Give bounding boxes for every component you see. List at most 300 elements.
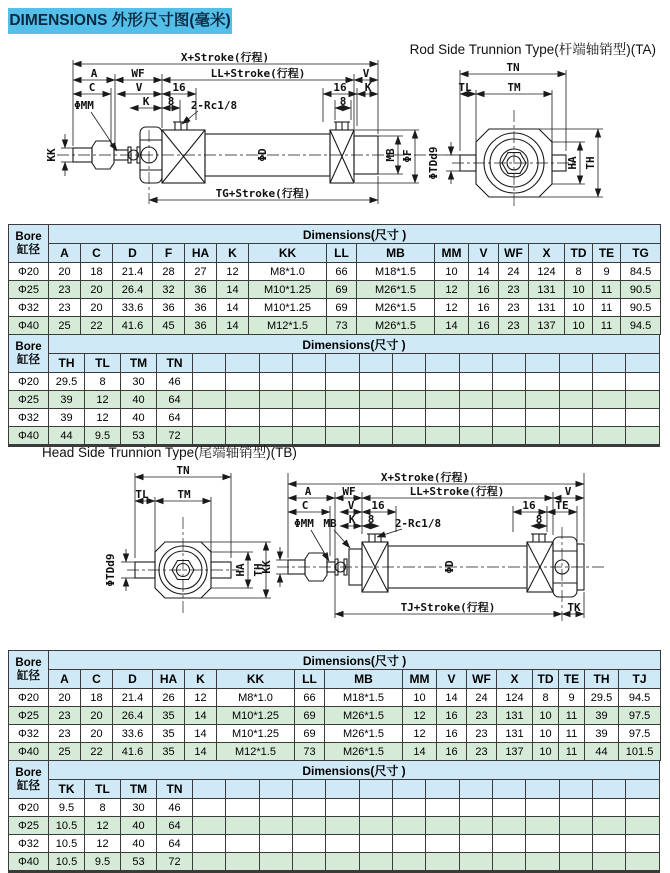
- value-cell: 10: [435, 263, 469, 281]
- value-cell: 14: [403, 743, 437, 761]
- value-cell: 14: [185, 707, 217, 725]
- value-cell: 14: [469, 263, 499, 281]
- empty-header-cell: [493, 354, 526, 373]
- empty-cell: [293, 373, 326, 391]
- dimensions-header: Dimensions(尺寸 ): [49, 651, 661, 670]
- value-cell: 10: [565, 299, 593, 317]
- value-cell: 12: [435, 281, 469, 299]
- value-cell: 41.6: [113, 317, 153, 335]
- value-cell: 10: [533, 725, 559, 743]
- dim-label-phi-d: ΦD: [443, 560, 456, 574]
- dim-label-tg-stroke: TG+Stroke(行程): [215, 187, 311, 200]
- ta-sub-table: [8, 334, 660, 445]
- bore-header-cn: 缸径: [17, 353, 40, 366]
- empty-cell: [526, 835, 559, 853]
- empty-header-cell: [626, 780, 660, 799]
- bore-header-en: Bore: [15, 341, 42, 354]
- value-cell: 35: [153, 743, 185, 761]
- empty-cell: [259, 799, 292, 817]
- bore-cell: Φ40: [9, 743, 49, 761]
- dim-label-ll-stroke: LL+Stroke(行程): [409, 485, 505, 498]
- value-cell: 14: [217, 299, 249, 317]
- empty-cell: [393, 835, 426, 853]
- empty-header-cell: [626, 354, 660, 373]
- value-cell: 32: [153, 281, 185, 299]
- value-cell: 29.5: [585, 689, 619, 707]
- bore-cell: Φ20: [9, 799, 49, 817]
- value-cell: 20: [49, 689, 81, 707]
- value-cell: 10: [565, 317, 593, 335]
- value-cell: 21.4: [113, 263, 153, 281]
- empty-header-cell: [559, 354, 592, 373]
- dim-label-16-left: 16: [371, 499, 385, 512]
- value-cell: 29.5: [49, 373, 85, 391]
- dim-label-c: C: [301, 499, 309, 512]
- dim-label-16-right: 16: [522, 499, 536, 512]
- value-cell: 14: [437, 689, 467, 707]
- bore-header-en: Bore: [15, 767, 42, 780]
- dim-label-te: TE: [555, 499, 569, 512]
- value-cell: 11: [559, 725, 585, 743]
- dim-label-th: TH: [252, 563, 265, 577]
- bore-header-cn: 缸径: [17, 243, 40, 256]
- value-cell: 21.4: [113, 689, 153, 707]
- value-cell: 124: [529, 263, 565, 281]
- empty-cell: [193, 835, 226, 853]
- value-cell: M8*1.0: [249, 263, 327, 281]
- value-cell: 46: [157, 373, 193, 391]
- dim-label-x-stroke: X+Stroke(行程): [380, 471, 470, 484]
- table-row: [9, 853, 660, 871]
- col-header-MB: MB: [357, 244, 435, 263]
- empty-cell: [459, 799, 492, 817]
- value-cell: 39: [585, 707, 619, 725]
- value-cell: M8*1.0: [217, 689, 295, 707]
- dim-label-a: A: [90, 67, 98, 80]
- value-cell: 64: [157, 391, 193, 409]
- dim-label-tl: TL: [135, 488, 149, 501]
- empty-cell: [459, 409, 492, 427]
- value-cell: 16: [469, 299, 499, 317]
- value-cell: 10: [533, 743, 559, 761]
- table-row: [9, 835, 660, 853]
- empty-cell: [393, 853, 426, 871]
- col-header-TK: TK: [49, 780, 85, 799]
- value-cell: 131: [497, 707, 533, 725]
- empty-header-cell: [226, 780, 259, 799]
- empty-cell: [393, 373, 426, 391]
- empty-cell: [593, 817, 626, 835]
- empty-header-cell: [259, 780, 292, 799]
- value-cell: 23: [467, 743, 497, 761]
- value-cell: 40: [121, 835, 157, 853]
- empty-cell: [326, 817, 359, 835]
- value-cell: 11: [559, 743, 585, 761]
- empty-cell: [226, 853, 259, 871]
- empty-header-cell: [593, 780, 626, 799]
- value-cell: 90.5: [621, 299, 661, 317]
- value-cell: 10: [403, 689, 437, 707]
- value-cell: 23: [467, 725, 497, 743]
- value-cell: 14: [185, 743, 217, 761]
- empty-cell: [493, 853, 526, 871]
- empty-cell: [326, 373, 359, 391]
- col-header-TM: TM: [121, 780, 157, 799]
- empty-cell: [326, 835, 359, 853]
- dim-label-v-mid: V: [347, 499, 355, 512]
- value-cell: 12: [85, 817, 121, 835]
- value-cell: 28: [153, 263, 185, 281]
- empty-cell: [259, 853, 292, 871]
- col-header-A: A: [49, 244, 81, 263]
- bore-cell: Φ32: [9, 725, 49, 743]
- empty-cell: [326, 427, 359, 445]
- dim-label-k-right: K: [364, 81, 372, 94]
- tb-side-view: [277, 534, 605, 597]
- table-row: [9, 317, 661, 335]
- empty-cell: [559, 817, 592, 835]
- empty-cell: [593, 391, 626, 409]
- table-row: [9, 689, 661, 707]
- value-cell: 124: [497, 689, 533, 707]
- empty-cell: [359, 799, 392, 817]
- empty-cell: [493, 817, 526, 835]
- value-cell: 66: [327, 263, 357, 281]
- value-cell: 40: [121, 391, 157, 409]
- col-header-D: D: [113, 244, 153, 263]
- empty-cell: [393, 799, 426, 817]
- dim-label-a: A: [304, 485, 312, 498]
- value-cell: 44: [585, 743, 619, 761]
- dim-label-tm: TM: [507, 81, 521, 94]
- dim-label-v-top: V: [362, 67, 370, 80]
- value-cell: 20: [81, 299, 113, 317]
- col-header-TE: TE: [593, 244, 621, 263]
- value-cell: 27: [185, 263, 217, 281]
- empty-cell: [559, 427, 592, 445]
- empty-cell: [626, 409, 660, 427]
- empty-cell: [459, 427, 492, 445]
- dim-label-phi-mm: ΦMM: [294, 517, 314, 530]
- tb-tables-wrap: [8, 650, 660, 873]
- tb-end-view: [104, 464, 271, 613]
- empty-cell: [593, 373, 626, 391]
- col-header-V: V: [469, 244, 499, 263]
- value-cell: 66: [295, 689, 325, 707]
- value-cell: 24: [467, 689, 497, 707]
- value-cell: 16: [469, 317, 499, 335]
- table-row: [9, 391, 660, 409]
- empty-cell: [426, 835, 459, 853]
- dim-label-8-right: 8: [339, 95, 347, 108]
- dim-label-tm: TM: [177, 488, 191, 501]
- value-cell: 11: [593, 299, 621, 317]
- value-cell: 40: [121, 817, 157, 835]
- empty-cell: [426, 373, 459, 391]
- value-cell: M26*1.5: [357, 317, 435, 335]
- table-row: [9, 299, 661, 317]
- value-cell: 26.4: [113, 707, 153, 725]
- empty-cell: [493, 427, 526, 445]
- empty-cell: [393, 409, 426, 427]
- empty-cell: [226, 391, 259, 409]
- empty-cell: [493, 391, 526, 409]
- bore-cell: Φ25: [9, 707, 49, 725]
- dim-label-mb: MB: [384, 148, 397, 162]
- dim-label-kk: KK: [260, 560, 273, 574]
- dimensions-header: Dimensions(尺寸 ): [49, 335, 660, 354]
- col-header-MM: MM: [403, 670, 437, 689]
- page-title: DIMENSIONS 外形尺寸图(毫米): [8, 8, 232, 34]
- value-cell: 36: [153, 299, 185, 317]
- col-header-TH: TH: [49, 354, 85, 373]
- bore-header: [9, 651, 49, 689]
- value-cell: 64: [157, 835, 193, 853]
- empty-cell: [259, 409, 292, 427]
- value-cell: 24: [499, 263, 529, 281]
- value-cell: 23: [499, 299, 529, 317]
- col-header-TL: TL: [85, 780, 121, 799]
- empty-header-cell: [493, 780, 526, 799]
- col-header-K: K: [185, 670, 217, 689]
- empty-cell: [559, 853, 592, 871]
- value-cell: 8: [565, 263, 593, 281]
- empty-cell: [193, 373, 226, 391]
- value-cell: 33.6: [113, 299, 153, 317]
- value-cell: 9.5: [85, 427, 121, 445]
- empty-cell: [359, 391, 392, 409]
- empty-cell: [226, 409, 259, 427]
- bore-cell: Φ40: [9, 427, 49, 445]
- bore-header-cn: 缸径: [17, 669, 40, 682]
- empty-header-cell: [226, 354, 259, 373]
- value-cell: 20: [49, 263, 81, 281]
- bore-header-en: Bore: [15, 657, 42, 670]
- value-cell: M26*1.5: [325, 707, 403, 725]
- value-cell: 33.6: [113, 725, 153, 743]
- col-header-K: K: [217, 244, 249, 263]
- value-cell: 20: [81, 707, 113, 725]
- empty-cell: [259, 391, 292, 409]
- empty-cell: [593, 427, 626, 445]
- value-cell: 39: [49, 391, 85, 409]
- empty-header-cell: [259, 354, 292, 373]
- value-cell: 23: [49, 707, 81, 725]
- empty-cell: [459, 835, 492, 853]
- value-cell: M18*1.5: [357, 263, 435, 281]
- value-cell: 39: [49, 409, 85, 427]
- dim-label-tk: TK: [567, 601, 581, 614]
- value-cell: 18: [81, 689, 113, 707]
- bore-cell: Φ25: [9, 281, 49, 299]
- value-cell: 12: [217, 263, 249, 281]
- empty-cell: [293, 391, 326, 409]
- value-cell: 94.5: [619, 689, 661, 707]
- value-cell: 22: [81, 317, 113, 335]
- value-cell: 11: [593, 281, 621, 299]
- value-cell: 10.5: [49, 853, 85, 871]
- empty-cell: [593, 835, 626, 853]
- empty-cell: [526, 817, 559, 835]
- table-row: [9, 281, 661, 299]
- empty-header-cell: [526, 780, 559, 799]
- value-cell: 94.5: [621, 317, 661, 335]
- value-cell: 69: [295, 707, 325, 725]
- value-cell: 72: [157, 853, 193, 871]
- empty-header-cell: [326, 780, 359, 799]
- value-cell: 16: [437, 743, 467, 761]
- bore-cell: Φ20: [9, 689, 49, 707]
- value-cell: 64: [157, 409, 193, 427]
- tb-sub-table: [8, 760, 660, 871]
- table-row: [9, 409, 660, 427]
- empty-cell: [293, 427, 326, 445]
- value-cell: 40: [121, 409, 157, 427]
- value-cell: 36: [185, 317, 217, 335]
- value-cell: M26*1.5: [357, 299, 435, 317]
- dim-label-8-left: 8: [167, 95, 175, 108]
- empty-cell: [426, 409, 459, 427]
- value-cell: 12: [403, 707, 437, 725]
- empty-cell: [293, 409, 326, 427]
- empty-header-cell: [559, 780, 592, 799]
- value-cell: 36: [185, 281, 217, 299]
- value-cell: 73: [295, 743, 325, 761]
- empty-cell: [326, 853, 359, 871]
- bore-cell: Φ32: [9, 299, 49, 317]
- empty-cell: [326, 799, 359, 817]
- value-cell: 131: [529, 299, 565, 317]
- dim-label-8-left: 8: [367, 513, 375, 526]
- empty-cell: [559, 799, 592, 817]
- col-header-TE: TE: [559, 670, 585, 689]
- value-cell: M26*1.5: [357, 281, 435, 299]
- empty-header-cell: [459, 354, 492, 373]
- value-cell: 97.5: [619, 707, 661, 725]
- value-cell: 30: [121, 799, 157, 817]
- value-cell: 90.5: [621, 281, 661, 299]
- empty-header-cell: [393, 780, 426, 799]
- ta-tables-wrap: [8, 224, 660, 447]
- col-header-D: D: [113, 670, 153, 689]
- empty-cell: [459, 391, 492, 409]
- empty-cell: [426, 799, 459, 817]
- value-cell: 12: [85, 409, 121, 427]
- value-cell: 12: [403, 725, 437, 743]
- dim-label-tj-stroke: TJ+Stroke(行程): [400, 601, 496, 614]
- value-cell: 14: [435, 317, 469, 335]
- value-cell: 72: [157, 427, 193, 445]
- dim-label-16-left: 16: [172, 81, 186, 94]
- value-cell: 23: [49, 725, 81, 743]
- empty-cell: [459, 817, 492, 835]
- dim-label-k-left: K: [142, 95, 150, 108]
- value-cell: 30: [121, 373, 157, 391]
- col-header-HA: HA: [185, 244, 217, 263]
- empty-cell: [493, 799, 526, 817]
- value-cell: 69: [327, 281, 357, 299]
- value-cell: 8: [533, 689, 559, 707]
- col-header-MM: MM: [435, 244, 469, 263]
- dim-label-wf: WF: [342, 485, 356, 498]
- col-header-X: X: [529, 244, 565, 263]
- empty-cell: [526, 373, 559, 391]
- dim-label-th: TH: [584, 156, 597, 170]
- bore-cell: Φ20: [9, 263, 49, 281]
- empty-cell: [293, 799, 326, 817]
- value-cell: 131: [497, 725, 533, 743]
- empty-cell: [226, 799, 259, 817]
- value-cell: 45: [153, 317, 185, 335]
- col-header-V: V: [437, 670, 467, 689]
- value-cell: 9.5: [85, 853, 121, 871]
- dim-label-phi-f: ΦF: [401, 149, 414, 163]
- bore-cell: Φ32: [9, 835, 49, 853]
- col-header-TH: TH: [585, 670, 619, 689]
- col-header-KK: KK: [217, 670, 295, 689]
- bore-cell: Φ25: [9, 817, 49, 835]
- dim-label-wf: WF: [131, 67, 145, 80]
- empty-header-cell: [593, 354, 626, 373]
- empty-cell: [193, 391, 226, 409]
- value-cell: 73: [327, 317, 357, 335]
- empty-cell: [526, 427, 559, 445]
- dim-label-8-right: 8: [535, 513, 543, 526]
- dim-label-v-top: V: [564, 485, 572, 498]
- dim-label-x-stroke: X+Stroke(行程): [180, 51, 270, 64]
- empty-cell: [293, 835, 326, 853]
- empty-header-cell: [293, 780, 326, 799]
- dim-label-phi-td: ΦTDd9: [427, 146, 440, 180]
- empty-cell: [326, 409, 359, 427]
- empty-cell: [393, 391, 426, 409]
- empty-cell: [626, 427, 660, 445]
- empty-cell: [359, 835, 392, 853]
- empty-cell: [359, 817, 392, 835]
- value-cell: M12*1.5: [217, 743, 295, 761]
- value-cell: 20: [81, 281, 113, 299]
- value-cell: 20: [81, 725, 113, 743]
- col-header-WF: WF: [467, 670, 497, 689]
- dim-label-ha: HA: [566, 156, 579, 170]
- value-cell: 11: [593, 317, 621, 335]
- value-cell: 23: [467, 707, 497, 725]
- value-cell: 35: [153, 707, 185, 725]
- col-header-TN: TN: [157, 354, 193, 373]
- empty-cell: [626, 853, 660, 871]
- value-cell: 11: [559, 707, 585, 725]
- table-row: [9, 707, 661, 725]
- table-row: [9, 799, 660, 817]
- dim-label-v-mid: V: [135, 81, 143, 94]
- empty-header-cell: [193, 354, 226, 373]
- empty-cell: [426, 853, 459, 871]
- value-cell: 16: [437, 707, 467, 725]
- ta-dimension-lines: [45, 50, 419, 204]
- col-header-TG: TG: [621, 244, 661, 263]
- value-cell: 137: [529, 317, 565, 335]
- value-cell: 8: [85, 373, 121, 391]
- col-header-LL: LL: [327, 244, 357, 263]
- empty-cell: [193, 409, 226, 427]
- dim-label-phi-td: ΦTDd9: [104, 553, 117, 587]
- value-cell: 35: [153, 725, 185, 743]
- value-cell: 23: [499, 281, 529, 299]
- empty-cell: [426, 427, 459, 445]
- value-cell: M18*1.5: [325, 689, 403, 707]
- bore-header: [9, 335, 49, 373]
- empty-header-cell: [526, 354, 559, 373]
